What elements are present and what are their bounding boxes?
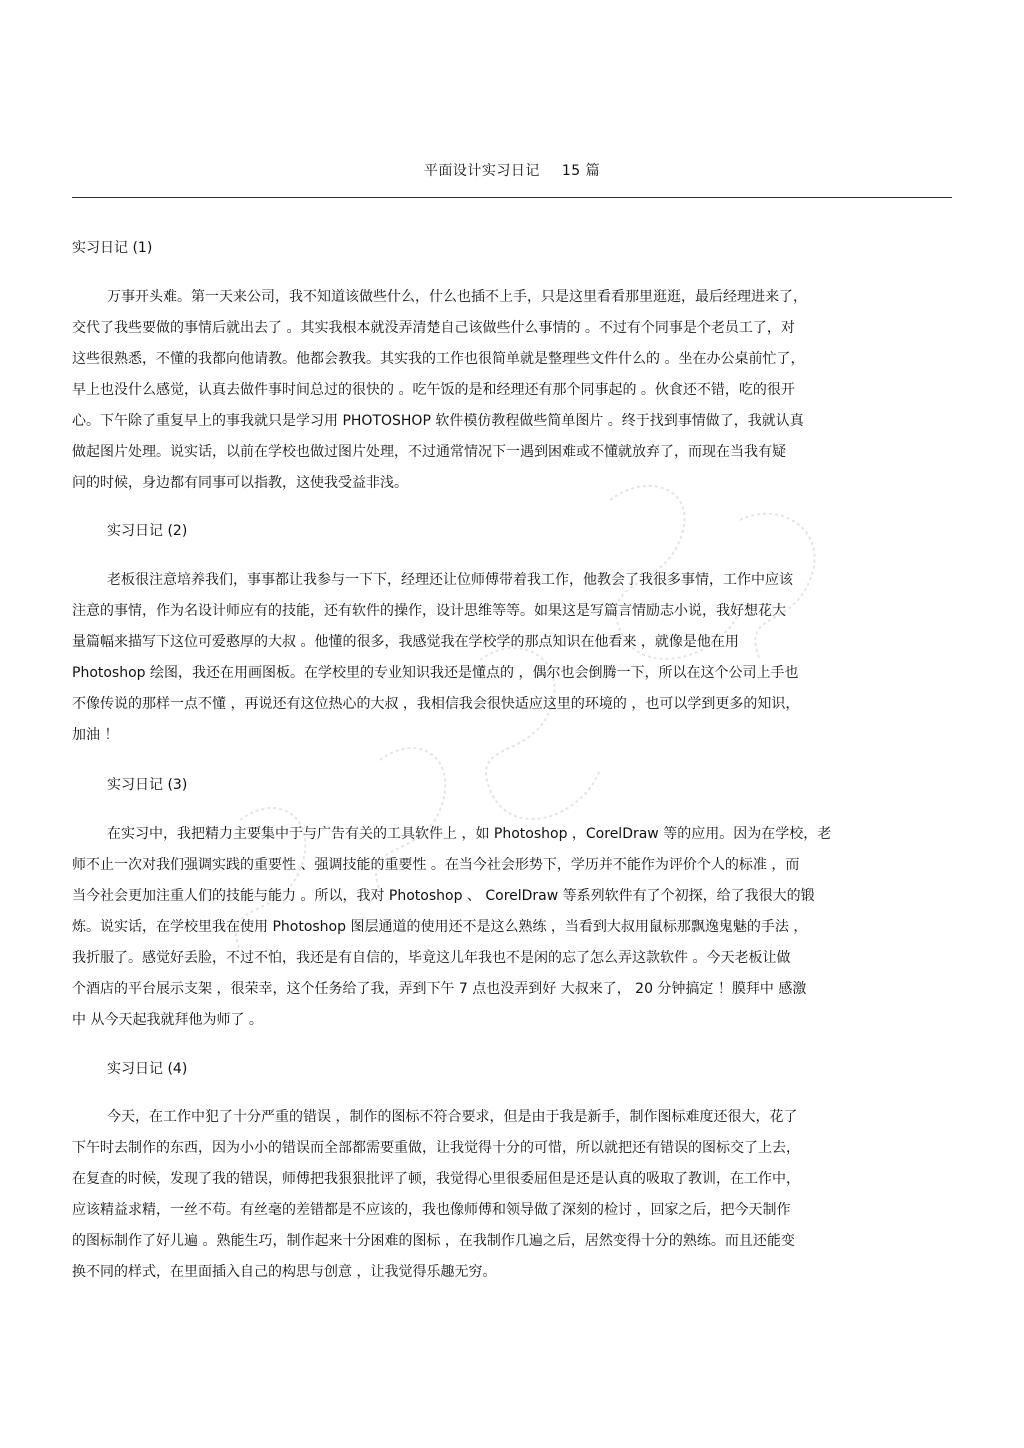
section-title: 实习日记 (2) (107, 523, 188, 539)
paragraph-line: 注意的事情，作为名设计师应有的技能，还有软件的操作，设计思维等等。如果这是写篇言情励志小说，我好想花大 (72, 603, 786, 619)
paragraph-line: 换不同的样式，在里面插入自己的构思与创意 ，让我觉得乐趣无穷。 (72, 1264, 497, 1280)
paragraph-line: 在实习中，我把精力主要集中于与广告有关的工具软件上 ，如 Photoshop ，CorelDraw 等的应用。因为在学校，老 (107, 826, 832, 842)
paragraph-line: 量篇幅来描写下这位可爱憨厚的大叔 。他懂的很多，我感觉我在学校学的那点知识在他看来 ，就像是他在用 (72, 634, 739, 650)
paragraph-line: Photoshop 绘图，我还在用画图板。在学校里的专业知识我还是懂点的 ，偶尔也会倒腾一下，所以在这个公司上手也 (72, 665, 799, 681)
paragraph-line: 个酒店的平台展示支架 ，很荣幸，这个任务给了我，弄到下午 7 点也没弄到好 大叔来了， 20 分钟搞定 ！膜拜中 感激 (72, 981, 807, 997)
paragraph-line: 交代了我些要做的事情后就出去了 。其实我根本就没弄清楚自己该做些什么事情的 。不过有个同事是个老员工了，对 (72, 320, 795, 336)
section-title: 实习日记 (3) (107, 777, 188, 793)
paragraph-line: 下午时去制作的东西，因为小小的错误而全部都需要重做，让我觉得十分的可惜，所以就把还有错误的图标交了上去， (72, 1140, 800, 1156)
paragraph-line: 老板很注意培养我们，事事都让我参与一下下，经理还让位师傅带着我工作，他教会了我很多事情，工作中应该 (107, 572, 793, 588)
paragraph-line: 问的时候，身边都有同事可以指教，这使我受益非浅。 (72, 475, 408, 491)
paragraph-line: 这些很熟悉，不懂的我都向他请教。他都会教我。其实我的工作也很简单就是整理些文件什么的 。坐在办公桌前忙了， (72, 351, 805, 367)
paragraph-line: 加油 ！ (72, 727, 119, 743)
paragraph-line: 炼。说实话，在学校里我在使用 Photoshop 图层通道的使用还不是这么熟练 ，当看到大叔用鼠标那飘逸鬼魅的手法 ， (72, 919, 808, 935)
paragraph-line: 的图标制作了好儿遍 。熟能生巧，制作起来十分困难的图标 ，在我制作几遍之后，居然变得十分的熟练。而且还能变 (72, 1233, 795, 1249)
paragraph-line: 师不止一次对我们强调实践的重要性 、强调技能的重要性 。在当今社会形势下，学历并不能作为评价个人的标准 ，而 (72, 857, 800, 873)
page-title (72, 160, 952, 180)
document-title: 平面设计实习日记 (423, 163, 540, 179)
article-count: 15 篇 (561, 163, 601, 179)
header-divider (72, 197, 952, 198)
paragraph-line: 我折服了。感觉好丢脸，不过不怕，我还是有自信的，毕竟这儿年我也不是闲的忘了怎么弄这款软件 。今天老板让做 (72, 950, 791, 966)
paragraph-line: 当今社会更加注重人们的技能与能力 。所以，我对 Photoshop 、 CorelDraw 等系列软件有了个初探，给了我很大的锻 (72, 888, 815, 904)
paragraph-line: 在复查的时候，发现了我的错误，师傅把我狠狠批评了顿，我觉得心里很委屈但是还是认真的吸取了教训，在工作中， (72, 1171, 800, 1187)
paragraph-line: 中 从今天起我就拜他为师了 。 (72, 1012, 263, 1028)
paragraph-line: 做起图片处理。说实话，以前在学校也做过图片处理，不过通常情况下一遇到困难或不懂就放弃了，而现在当我有疑 (72, 444, 786, 460)
paragraph-line: 心。下午除了重复早上的事我就只是学习用 PHOTOSHOP 软件模仿教程做些简单图片 。终于找到事情做了，我就认真 (72, 413, 804, 429)
paragraph-line: 万事开头难。第一天来公司，我不知道该做些什么，什么也插不上手，只是这里看看那里逛逛，最后经理进来了， (107, 289, 807, 305)
paragraph-line: 今天，在工作中犯了十分严重的错误 ，制作的图标不符合要求，但是由于我是新手，制作图标难度还很大，花了 (107, 1109, 798, 1125)
section-title: 实习日记 (4) (107, 1061, 188, 1077)
paragraph-line: 应该精益求精，一丝不苟。有丝毫的差错都是不应该的，我也像师傅和领导做了深刻的检讨 ，回家之后，把今天制作 (72, 1202, 791, 1218)
section-title: 实习日记 (1) (72, 240, 153, 256)
paragraph-line: 不像传说的那样一点不懂 ，再说还有这位热心的大叔 ，我相信我会很快适应这里的环境的 ，也可以学到更多的知识， (72, 696, 800, 712)
paragraph-line: 早上也没什么感觉，认真去做件事时间总过的很快的 。吃午饭的是和经理还有那个同事起的 。伙食还不错，吃的很开 (72, 382, 795, 398)
